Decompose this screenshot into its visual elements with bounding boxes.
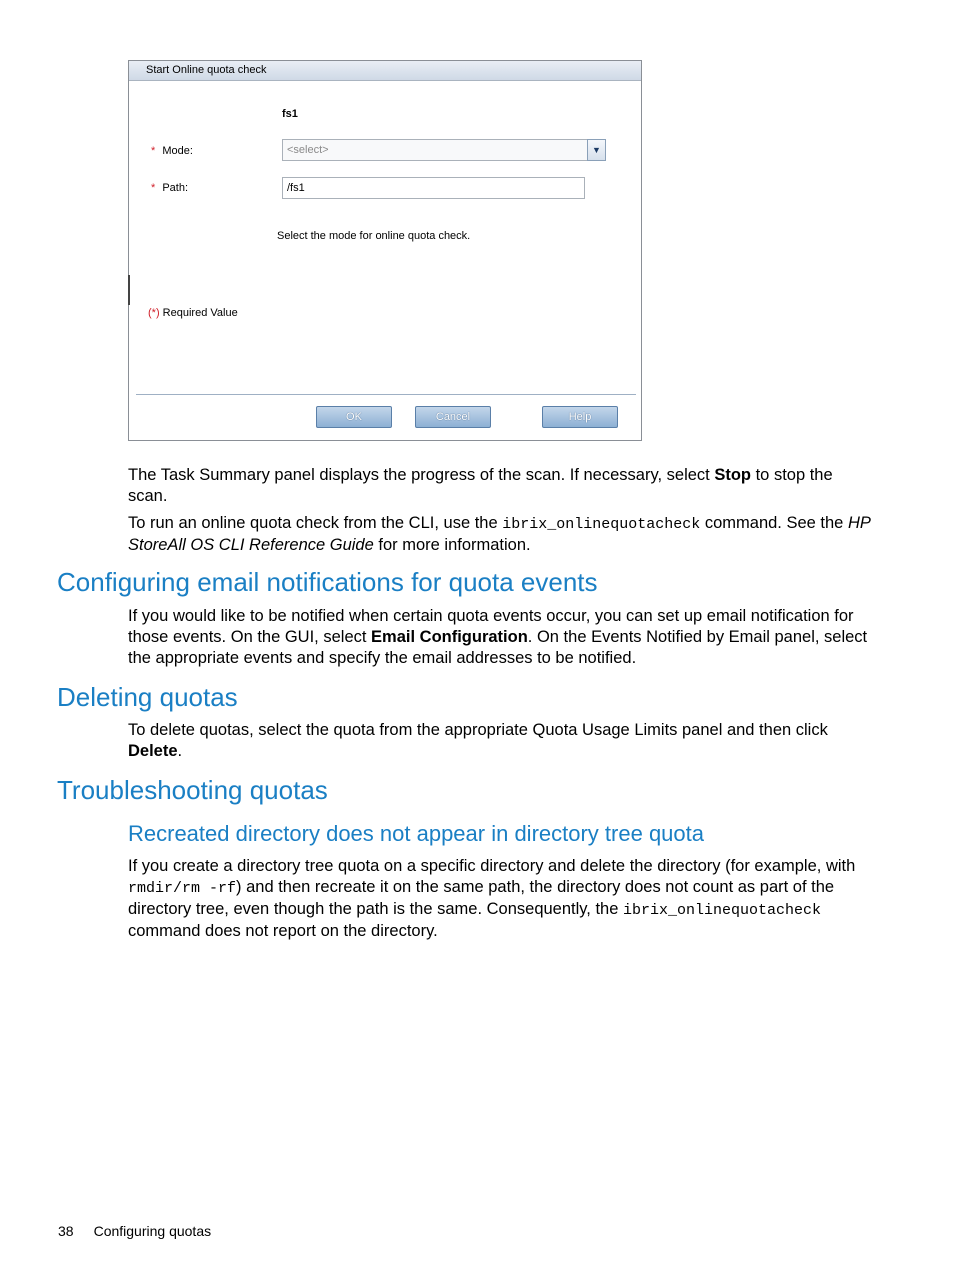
text-run: for more information. [373,536,531,554]
mode-hint: Select the mode for online quota check. [277,230,471,242]
required-asterisk: * [151,145,156,157]
text-run: command. See the [700,514,848,532]
email-config-emphasis: Email Configuration [371,628,528,646]
delete-emphasis: Delete [128,742,178,760]
required-legend-text: Required Value [162,307,238,319]
cancel-button[interactable]: Cancel [415,406,491,428]
text-run: . [177,742,183,760]
rmdir-code: rmdir/rm -rf [128,880,237,897]
text-run: To delete quotas, select the quota from the appropriate Quota Usage Limits panel and then click [128,721,828,739]
text-run: The Task Summary panel displays the progress of the scan. If necessary, select [128,466,715,484]
page-footer [58,1223,211,1239]
text-run: If you would like to be notified when certain quota events occur, you can set up email notification for those events. On the GUI, select [128,607,854,646]
required-legend-star: (*) [148,307,160,319]
chapter-title: Configuring quotas [93,1223,212,1239]
dialog-title: Start Online quota check [129,61,641,81]
online-quota-check-dialog [128,60,642,441]
recreated-directory-heading: Recreated directory does not appear in directory tree quota [128,821,704,846]
path-label: Path: [162,182,189,194]
text-run: . On the Events Notified by Email panel, select the appropriate events and specify the email addresses to be notified. [128,628,868,667]
guide-title: HP StoreAll OS CLI Reference Guide [128,514,871,554]
page-number: 38 [58,1223,74,1239]
delete-paragraph [128,720,873,762]
text-run: command does not report on the directory. [128,922,438,940]
text-run: to stop the scan. [128,466,833,505]
mode-label: Mode: [162,145,193,157]
recreated-paragraph [128,856,873,942]
dialog-divider [136,394,636,395]
mode-label-row [151,145,193,157]
mode-select[interactable] [282,139,606,161]
email-notifications-heading: Configuring email notifications for quota events [57,567,598,597]
command-code: ibrix_onlinequotacheck [502,516,701,533]
chevron-down-icon[interactable]: ▼ [587,139,606,161]
help-button[interactable]: Help [542,406,618,428]
stop-emphasis: Stop [714,466,752,484]
deleting-quotas-heading: Deleting quotas [57,682,238,712]
dialog-edge-mark [128,275,130,305]
filesystem-name: fs1 [282,108,298,120]
path-label-row [151,182,188,194]
task-summary-paragraph [128,465,873,507]
path-input[interactable]: /fs1 [282,177,585,199]
troubleshooting-heading: Troubleshooting quotas [57,775,328,805]
email-paragraph [128,606,873,669]
ok-button[interactable]: OK [316,406,392,428]
cli-paragraph [128,513,873,556]
text-run: ) and then recreate it on the same path, the directory does not count as part of the directory tree, even though the path is the same. Consequently, the [128,878,835,918]
mode-select-value: <select> [287,144,329,156]
required-asterisk: * [151,182,156,194]
text-run: To run an online quota check from the CLI, use the [128,514,503,532]
text-run: If you create a directory tree quota on a specific directory and delete the directory (for example, with [128,857,856,875]
command-code: ibrix_onlinequotacheck [623,902,822,919]
required-legend [148,307,238,319]
